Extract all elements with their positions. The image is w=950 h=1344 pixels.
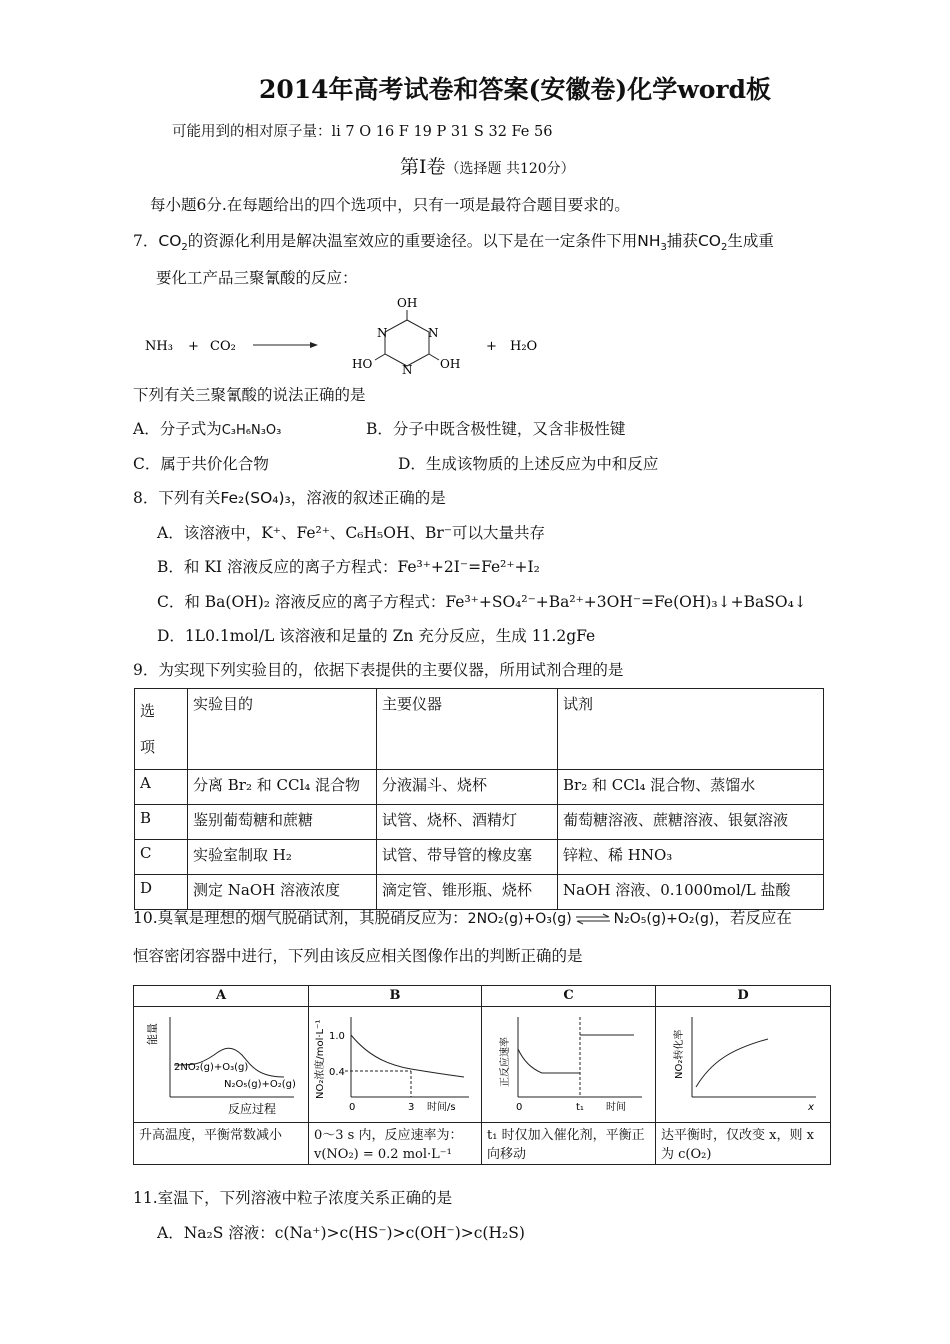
q7-line2: 要化工产品三聚氰酸的反应： bbox=[156, 269, 358, 287]
panel-b-graph bbox=[309, 1007, 482, 1122]
q9-cell: C bbox=[135, 840, 188, 875]
ring-n1: N bbox=[377, 326, 388, 340]
q10-panel-a bbox=[134, 986, 309, 1164]
q9-cell: 分液漏斗、烧杯 bbox=[377, 770, 558, 805]
panel-a-label: A bbox=[134, 986, 308, 1007]
q9-header-instruments: 主要仪器 bbox=[377, 689, 558, 770]
table-row bbox=[135, 875, 824, 910]
q9-cell: 葡萄糖溶液、蔗糖溶液、银氨溶液 bbox=[558, 805, 824, 840]
q10-line2: 恒容密闭容器中进行，下列由该反应相关图像作出的判断正确的是 bbox=[133, 947, 583, 965]
instructions: 每小题6分.在每题给出的四个选项中，只有一项是最符合题目要求的。 bbox=[150, 196, 630, 214]
q8-option-b: B．和 KI 溶液反应的离子方程式：Fe³⁺+2I⁻=Fe²⁺+I₂ bbox=[157, 558, 540, 576]
section-heading bbox=[400, 152, 575, 179]
panel-d-caption: 达平衡时，仅改变 x，则 x 为 c(O₂) bbox=[656, 1122, 830, 1164]
q10-eq-right: N₂O₅(g)+O₂(g) bbox=[613, 911, 715, 927]
panel-c-x1: t₁ bbox=[576, 1102, 584, 1113]
section-heading-text: 第Ⅰ卷 bbox=[400, 156, 446, 178]
q9-cell: 测定 NaOH 溶液浓度 bbox=[188, 875, 377, 910]
reaction-arrow-head bbox=[310, 342, 318, 348]
panel-c-caption: t₁ 时仅加入催化剂，平衡正向移动 bbox=[482, 1122, 655, 1164]
q9-cell: Br₂ 和 CCl₄ 混合物、蒸馏水 bbox=[558, 770, 824, 805]
q7-text-b: 的资源化利用是解决温室效应的重要途径。以下是在一定条件下用 bbox=[187, 232, 638, 250]
q9-cell: NaOH 溶液、0.1000mol/L 盐酸 bbox=[558, 875, 824, 910]
ring-oh-top: OH bbox=[397, 296, 418, 310]
q10-line1-a: 10.臭氧是理想的烟气脱硝试剂，其脱硝反应为： bbox=[133, 909, 468, 927]
panel-b-y2: 0.4 bbox=[329, 1067, 345, 1078]
panel-c-label: C bbox=[482, 986, 655, 1007]
panel-c-xlabel: 时间 bbox=[606, 1102, 626, 1113]
table-row bbox=[135, 805, 824, 840]
panel-a-note1: 2NO₂(g)+O₃(g) bbox=[174, 1062, 249, 1073]
panel-c-graph bbox=[482, 1007, 656, 1122]
panel-a-xlabel: 反应过程 bbox=[228, 1102, 277, 1116]
q7-text-f: 生成重 bbox=[727, 232, 774, 250]
panel-b-x0: 0 bbox=[349, 1102, 356, 1113]
q9-header-purpose: 实验目的 bbox=[188, 689, 377, 770]
q8-number: 8． bbox=[133, 489, 159, 507]
q7-option-a bbox=[133, 417, 281, 439]
reaction-plus2: + bbox=[486, 339, 497, 354]
atomic-masses: 可能用到的相对原子量：li 7 O 16 F 19 P 31 S 32 Fe 56 bbox=[172, 124, 553, 140]
equilibrium-arrow-icon bbox=[574, 913, 612, 925]
reaction-h2o: H₂O bbox=[510, 339, 538, 354]
ring-n2: N bbox=[428, 326, 439, 340]
reaction-nh3: NH₃ bbox=[145, 339, 173, 354]
q9-cell: 实验室制取 H₂ bbox=[188, 840, 377, 875]
section-note: （选择题 共120分） bbox=[445, 161, 575, 177]
q7-nh3-sub: 3 bbox=[660, 242, 667, 254]
triazine-ring bbox=[385, 320, 429, 366]
q7-nh3: NH bbox=[637, 232, 661, 250]
panel-b-ylabel: NO₂浓度/mol·L⁻¹ bbox=[315, 1019, 326, 1099]
ring-ho-left: HO bbox=[352, 357, 373, 371]
q7-text-d: 捕获 bbox=[666, 232, 698, 250]
q9-stem: 9．为实现下列实验目的，依据下表提供的主要仪器，所用试剂合理的是 bbox=[133, 661, 624, 679]
panel-b-xlabel: 时间/s bbox=[427, 1102, 456, 1113]
reaction-plus1: + bbox=[188, 339, 199, 354]
q9-cell: B bbox=[135, 805, 188, 840]
q9-cell: 锌粒、稀 HNO₃ bbox=[558, 840, 824, 875]
q7-option-c: C．属于共价化合物 bbox=[133, 455, 269, 473]
q7-option-a-prefix: A．分子式为 bbox=[133, 420, 222, 438]
ring-bond-right bbox=[429, 354, 439, 360]
q10-figure bbox=[133, 985, 831, 1165]
q9-cell: D bbox=[135, 875, 188, 910]
q9-cell: 试管、带导管的橡皮塞 bbox=[377, 840, 558, 875]
panel-a-graph bbox=[134, 1007, 309, 1122]
q10-panel-d bbox=[656, 986, 830, 1164]
q9-cell: 试管、烧杯、酒精灯 bbox=[377, 805, 558, 840]
q10-panel-c bbox=[482, 986, 656, 1164]
table-row bbox=[135, 840, 824, 875]
q7-co2: CO bbox=[158, 232, 182, 250]
q7-line1 bbox=[133, 229, 774, 253]
q8-stem-a: 下列有关 bbox=[158, 489, 221, 507]
q7-option-a-formula: C₃H₆N₃O₃ bbox=[221, 423, 282, 438]
q8-stem-formula: Fe₂(SO₄)₃ bbox=[220, 489, 291, 507]
panel-d-curve bbox=[696, 1039, 768, 1087]
q11-option-a: A．Na₂S 溶液：c(Na⁺)>c(HS⁻)>c(OH⁻)>c(H₂S) bbox=[157, 1224, 525, 1242]
panel-b-label: B bbox=[309, 986, 481, 1007]
q10-eq-left: 2NO₂(g)+O₃(g) bbox=[467, 911, 572, 927]
ring-bond-left bbox=[375, 354, 385, 360]
q10-line1-b: ，若反应在 bbox=[714, 909, 792, 927]
reaction-co2: CO₂ bbox=[210, 339, 236, 354]
panel-d-graph bbox=[656, 1007, 830, 1122]
q8-option-d: D．1L0.1mol/L 该溶液和足量的 Zn 充分反应，生成 11.2gFe bbox=[157, 627, 596, 645]
q7-number: 7． bbox=[133, 232, 159, 250]
q10-panel-b bbox=[309, 986, 482, 1164]
panel-d-label: D bbox=[656, 986, 830, 1007]
q7-option-d: D．生成该物质的上述反应为中和反应 bbox=[398, 455, 659, 473]
q9-cell: 滴定管、锥形瓶、烧杯 bbox=[377, 875, 558, 910]
ring-oh-right: OH bbox=[440, 357, 461, 371]
table-row bbox=[135, 770, 824, 805]
q8-option-c: C．和 Ba(OH)₂ 溶液反应的离子方程式：Fe³⁺+SO₄²⁻+Ba²⁺+3OH⁻=Fe(OH)₃↓+BaSO₄↓ bbox=[157, 593, 807, 611]
q9-header-option: 选 项 bbox=[135, 689, 188, 770]
q9-cell: 分离 Br₂ 和 CCl₄ 混合物 bbox=[188, 770, 377, 805]
q7-co2-b-sub: 2 bbox=[720, 242, 728, 254]
q9-cell: A bbox=[135, 770, 188, 805]
panel-c-rate-before bbox=[518, 1049, 580, 1073]
panel-a-ylabel: 能量 bbox=[146, 1023, 159, 1045]
q11-stem: 11.室温下，下列溶液中粒子浓度关系正确的是 bbox=[133, 1189, 453, 1207]
panel-d-xlabel: x bbox=[808, 1102, 814, 1113]
ring-n3: N bbox=[402, 363, 413, 376]
panel-a-note2: N₂O₅(g)+O₂(g) bbox=[224, 1079, 296, 1090]
q10-line1 bbox=[133, 906, 792, 928]
panel-b-y1: 1.0 bbox=[329, 1031, 345, 1042]
q9-header-row bbox=[135, 689, 824, 770]
document-title: 2014年高考试卷和答案(安徽卷)化学word板 bbox=[258, 75, 772, 104]
q8-stem bbox=[133, 486, 446, 508]
panel-d-ylabel: NO₂转化率 bbox=[674, 1029, 685, 1079]
q7-co2-b: CO bbox=[697, 232, 721, 250]
q8-option-a: A．该溶液中，K⁺、Fe²⁺、C₆H₅OH、Br⁻可以大量共存 bbox=[157, 524, 545, 542]
panel-b-x1: 3 bbox=[408, 1102, 415, 1113]
q7-option-b: B．分子中既含极性键，又含非极性键 bbox=[366, 420, 626, 438]
q8-stem-b: ，溶液的叙述正确的是 bbox=[290, 489, 446, 507]
q9-cell: 鉴别葡萄糖和蔗糖 bbox=[188, 805, 377, 840]
panel-c-ylabel: 正反应速率 bbox=[500, 1037, 511, 1087]
panel-c-x0: 0 bbox=[516, 1102, 523, 1113]
q7-co2-sub: 2 bbox=[181, 242, 188, 254]
panel-b-caption: 0～3 s 内，反应速率为：v(NO₂) = 0.2 mol·L⁻¹ bbox=[309, 1122, 481, 1164]
q9-table bbox=[134, 688, 824, 910]
q7-stem: 下列有关三聚氰酸的说法正确的是 bbox=[133, 386, 366, 404]
q7-reaction-diagram bbox=[140, 292, 560, 376]
q9-header-reagents: 试剂 bbox=[558, 689, 824, 770]
panel-a-caption: 升高温度，平衡常数减小 bbox=[134, 1122, 308, 1164]
